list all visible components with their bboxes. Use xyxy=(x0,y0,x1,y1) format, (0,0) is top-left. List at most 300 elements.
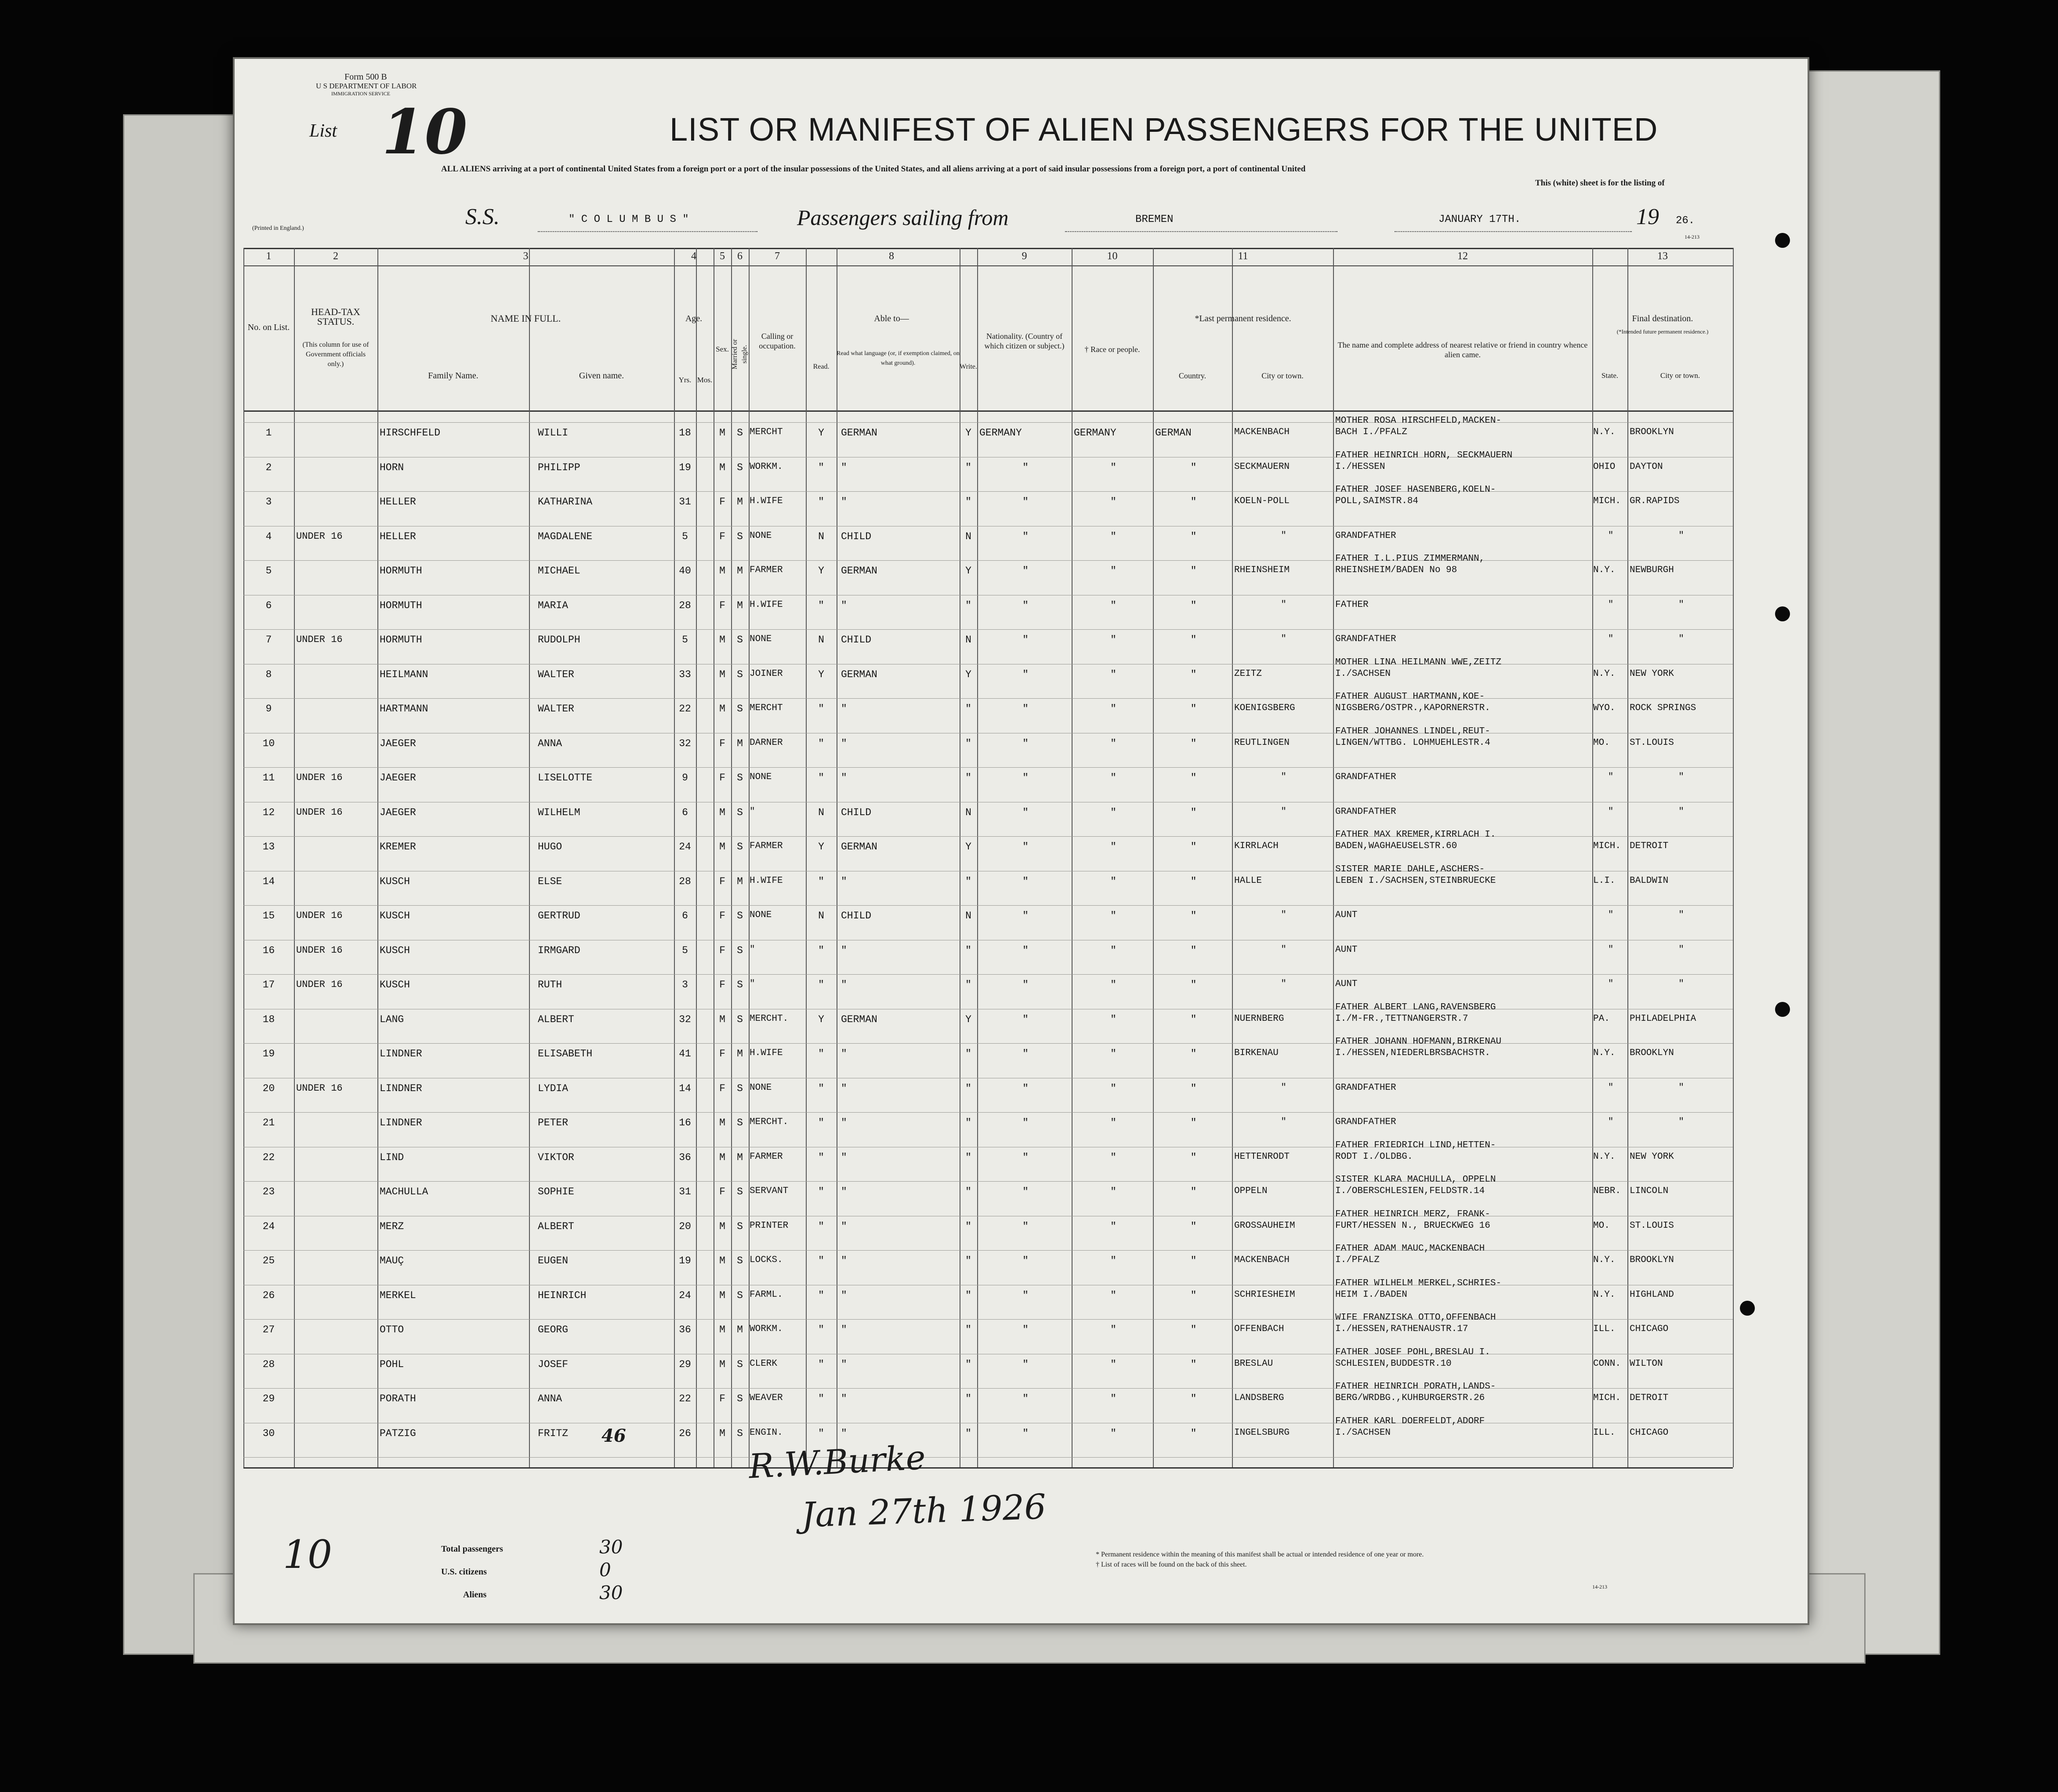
cell-no: 6 xyxy=(265,599,272,611)
cell-age: 5 xyxy=(682,944,688,956)
cell-relative-line1: FATHER ALBERT LANG,RAVENSBERG xyxy=(1335,1002,1496,1012)
cell-country: " xyxy=(1190,875,1197,887)
cell-family: JAEGER xyxy=(380,737,416,749)
cell-city: SECKMAUERN xyxy=(1234,461,1290,472)
cell-ms: S xyxy=(737,806,743,818)
header-family-name: Family Name. xyxy=(428,371,478,381)
cell-ms: M xyxy=(737,496,743,508)
cell-lang: " xyxy=(841,1048,847,1059)
cell-relative-line2: I./PFALZ xyxy=(1335,1255,1380,1265)
subtitle-line-1: ALL ALIENS arriving at a port of continental United States from a foreign port or a port of the insular possessions of the United States, and all aliens arriving at a port of said insular possessions from a foreign port, a port of continental United xyxy=(441,164,1306,174)
cell-family: KUSCH xyxy=(380,979,410,990)
cell-given: MAGDALENE xyxy=(538,530,593,542)
cell-relative-line1: FATHER AUGUST HARTMANN,KOE- xyxy=(1335,692,1485,702)
cell-city: KOENIGSBERG xyxy=(1234,703,1295,713)
cell-dest: WILTON xyxy=(1630,1358,1663,1369)
cell-relative-line2: POLL,SAIMSTR.84 xyxy=(1335,496,1419,506)
cell-read: " xyxy=(818,979,824,990)
cell-read: " xyxy=(818,703,824,715)
cell-family: LINDNER xyxy=(380,1117,422,1128)
cell-read: N xyxy=(818,910,824,921)
cell-state: MICH. xyxy=(1593,1393,1621,1403)
footer-code: 14-213 xyxy=(1592,1584,1607,1590)
cell-read: " xyxy=(818,1117,824,1128)
cell-write: " xyxy=(965,1324,971,1335)
cell-relative-line2: FATHER xyxy=(1335,599,1369,610)
footnote-races: † List of races will be found on the back of this sheet. xyxy=(1096,1561,1247,1568)
cell-family: JAEGER xyxy=(380,772,416,784)
cell-nat: " xyxy=(1022,599,1029,611)
column-divider xyxy=(1232,248,1233,1467)
cell-read: N xyxy=(818,806,824,818)
cell-ms: S xyxy=(737,1117,743,1128)
cell-no: 22 xyxy=(262,1151,275,1163)
cell-given: KATHARINA xyxy=(538,496,593,508)
cell-ms: S xyxy=(737,979,743,990)
cell-lang: " xyxy=(841,1082,847,1094)
cell-family: KUSCH xyxy=(380,875,410,887)
header-yrs: Yrs. xyxy=(678,376,692,384)
cell-ms: S xyxy=(737,634,743,646)
cell-country: " xyxy=(1190,1324,1197,1335)
cell-occ: NONE xyxy=(750,634,772,644)
column-divider xyxy=(529,248,530,1467)
cell-relative-line1: SISTER KLARA MACHULLA, OPPELN xyxy=(1335,1175,1496,1185)
form-code: 14-213 xyxy=(1685,234,1699,240)
cell-nat: " xyxy=(1022,772,1029,784)
cell-write: " xyxy=(965,1186,971,1197)
header-relative: The name and complete address of nearest relative or friend in country whence alien came. xyxy=(1337,341,1588,359)
cell-family: MACHULLA xyxy=(380,1186,428,1197)
cell-no: 14 xyxy=(262,875,275,887)
cell-nat: " xyxy=(1022,1393,1029,1404)
cell-family: HELLER xyxy=(380,530,416,542)
cell-occ: NONE xyxy=(750,772,772,782)
cell-tax: UNDER 16 xyxy=(296,806,343,818)
cell-dest: BALDWIN xyxy=(1630,875,1669,886)
cell-country: " xyxy=(1190,599,1197,611)
cell-state: " xyxy=(1608,599,1614,610)
cell-lang: " xyxy=(841,1117,847,1128)
column-divider xyxy=(696,248,697,1467)
cell-lang: GERMAN xyxy=(841,427,877,439)
cell-race: " xyxy=(1110,1358,1116,1370)
cell-race: GERMANY xyxy=(1074,427,1116,439)
cell-country: " xyxy=(1190,944,1197,956)
cell-given: PHILIPP xyxy=(538,461,580,473)
cell-city: " xyxy=(1281,530,1286,541)
cell-country: " xyxy=(1190,634,1197,646)
column-divider xyxy=(977,248,978,1467)
cell-sex: F xyxy=(719,1082,725,1094)
cell-relative-line2: BADEN,WAGHAEUSELSTR.60 xyxy=(1335,841,1457,851)
cell-family: MAUÇ xyxy=(380,1255,404,1266)
cell-lang: CHILD xyxy=(841,910,872,921)
cell-dest: " xyxy=(1678,944,1684,955)
cell-nat: " xyxy=(1022,1255,1029,1266)
cell-relative-line1: FATHER KARL DOERFELDT,ADORF xyxy=(1335,1416,1485,1426)
cell-ms: S xyxy=(737,772,743,784)
cell-relative-line1: FATHER JOSEF POHL,BRESLAU I. xyxy=(1335,1347,1490,1357)
cell-ms: S xyxy=(737,910,743,921)
cell-write: " xyxy=(965,1255,971,1266)
cell-write: Y xyxy=(965,841,971,852)
cell-family: MERKEL xyxy=(380,1289,416,1301)
cell-country: " xyxy=(1190,1427,1197,1439)
cell-city: " xyxy=(1281,806,1286,817)
cell-city: NUERNBERG xyxy=(1234,1013,1284,1024)
cell-relative-line2: AUNT xyxy=(1335,979,1358,989)
cell-read: " xyxy=(818,1186,824,1197)
aliens-label: Aliens xyxy=(463,1590,487,1600)
header-read-language: Read what language (or, if exemption claimed, on what ground). xyxy=(837,350,960,366)
cell-nat: " xyxy=(1022,875,1029,887)
cell-relative-line1: FATHER JOSEF HASENBERG,KOELN- xyxy=(1335,485,1496,495)
table-bottom-border xyxy=(243,1467,1733,1469)
cell-ms: M xyxy=(737,1048,743,1059)
cell-sex: M xyxy=(719,1013,725,1025)
cell-given: GERTRUD xyxy=(538,910,580,921)
column-number-border xyxy=(243,265,1733,266)
cell-write: " xyxy=(965,461,971,473)
cell-dest: GR.RAPIDS xyxy=(1630,496,1680,506)
cell-relative-line1: FATHER MAX KREMER,KIRRLACH I. xyxy=(1335,830,1496,840)
cell-family: LIND xyxy=(380,1151,404,1163)
cell-write: " xyxy=(965,1358,971,1370)
cell-ms: M xyxy=(737,875,743,887)
cell-age: 32 xyxy=(679,1013,691,1025)
cell-age: 28 xyxy=(679,599,691,611)
cell-given: WALTER xyxy=(538,703,574,715)
printed-in-england: (Printed in England.) xyxy=(252,225,304,232)
cell-relative-line2: I./SACHSEN xyxy=(1335,1427,1391,1438)
cell-relative-line2: LINGEN/WTTBG. LOHMUEHLESTR.4 xyxy=(1335,737,1490,748)
cell-nat: " xyxy=(1022,668,1029,680)
cell-occ: MERCHT. xyxy=(750,1117,789,1127)
cell-relative-line2: AUNT xyxy=(1335,944,1358,955)
cell-city: RHEINSHEIM xyxy=(1234,565,1290,575)
cell-occ: " xyxy=(750,806,755,817)
cell-city: KOELN-POLL xyxy=(1234,496,1290,506)
cell-country: " xyxy=(1190,1013,1197,1025)
cell-occ: SERVANT xyxy=(750,1186,789,1196)
cell-sex: M xyxy=(719,668,725,680)
cell-ms: S xyxy=(737,1289,743,1301)
cell-dest: " xyxy=(1678,910,1684,920)
cell-given: ELSE xyxy=(538,875,562,887)
cell-sex: F xyxy=(719,979,725,990)
cell-occ: JOINER xyxy=(750,668,783,679)
cell-family: LINDNER xyxy=(380,1082,422,1094)
cell-occ: MERCHT xyxy=(750,703,783,713)
cell-ms: S xyxy=(737,1255,743,1266)
cell-country: " xyxy=(1190,496,1197,508)
cell-no: 3 xyxy=(265,496,272,508)
cell-state: " xyxy=(1608,530,1614,541)
cell-read: Y xyxy=(818,668,824,680)
cell-given: ANNA xyxy=(538,737,562,749)
cell-ms: S xyxy=(737,1427,743,1439)
punch-hole xyxy=(1775,233,1790,248)
cell-relative-line2: GRANDFATHER xyxy=(1335,772,1396,782)
header-race: † Race or people. xyxy=(1084,345,1140,354)
us-citizens-label: U.S. citizens xyxy=(441,1567,487,1577)
cell-race: " xyxy=(1110,1048,1116,1059)
cell-city: " xyxy=(1281,772,1286,782)
cell-relative-line2: I./M-FR.,TETTNANGERSTR.7 xyxy=(1335,1013,1468,1024)
column-number: 5 xyxy=(720,250,725,262)
cell-dest: " xyxy=(1678,772,1684,782)
cell-occ: FARMER xyxy=(750,841,783,851)
header-write: Write. xyxy=(960,363,977,370)
cell-nat: " xyxy=(1022,1082,1029,1094)
cell-relative-line1: FATHER HEINRICH MERZ, FRANK- xyxy=(1335,1209,1490,1219)
cell-relative-line2: GRANDFATHER xyxy=(1335,1117,1396,1127)
cell-tax: UNDER 16 xyxy=(296,634,343,645)
header-city: City or town. xyxy=(1261,371,1304,380)
cell-state: N.Y. xyxy=(1593,427,1616,437)
cell-state: " xyxy=(1608,1117,1614,1127)
cell-relative-line1: FATHER JOHANN HOFMANN,BIRKENAU xyxy=(1335,1037,1502,1047)
header-name-in-full: NAME IN FULL. xyxy=(490,313,561,324)
cell-race: " xyxy=(1110,496,1116,508)
cell-read: Y xyxy=(818,841,824,852)
row-line xyxy=(243,629,1733,630)
cell-given: HUGO xyxy=(538,841,562,852)
cell-given: MICHAEL xyxy=(538,565,580,577)
cell-given: GEORG xyxy=(538,1324,569,1335)
cell-city: " xyxy=(1281,910,1286,920)
cell-race: " xyxy=(1110,1255,1116,1266)
cell-ms: S xyxy=(737,1358,743,1370)
header-nationality: Nationality. (Country of which citizen or subject.) xyxy=(984,332,1065,350)
cell-state: MO. xyxy=(1593,737,1610,748)
cell-ms: S xyxy=(737,1186,743,1197)
cell-family: KUSCH xyxy=(380,944,410,956)
cell-city: " xyxy=(1281,979,1286,989)
cell-occ: LOCKS. xyxy=(750,1255,783,1265)
cell-age: 36 xyxy=(679,1151,691,1163)
cell-nat: " xyxy=(1022,1151,1029,1163)
cell-state: N.Y. xyxy=(1593,1289,1616,1300)
cell-city: LANDSBERG xyxy=(1234,1393,1284,1403)
cell-family: HEILMANN xyxy=(380,668,428,680)
cell-dest: PHILADELPHIA xyxy=(1630,1013,1696,1024)
row-line xyxy=(243,974,1733,975)
row-line xyxy=(243,905,1733,906)
year-suffix: 26. xyxy=(1676,215,1695,227)
cell-family: POHL xyxy=(380,1358,404,1370)
cell-sex: F xyxy=(719,737,725,749)
cell-lang: " xyxy=(841,1255,847,1266)
cell-write: Y xyxy=(965,1013,971,1025)
footnote-residence: * Permanent residence within the meaning of this manifest shall be actual or intended residence of one year or more. xyxy=(1096,1551,1424,1558)
cell-write: " xyxy=(965,1393,971,1404)
cell-write: " xyxy=(965,496,971,508)
cell-dest: " xyxy=(1678,634,1684,644)
form-number: Form 500 B xyxy=(344,72,387,82)
cell-read: Y xyxy=(818,427,824,439)
cell-dest: NEW YORK xyxy=(1630,1151,1674,1162)
cell-relative-line2: I./HESSEN xyxy=(1335,461,1385,472)
cell-read: " xyxy=(818,496,824,508)
column-number: 9 xyxy=(1022,250,1027,262)
cell-sex: F xyxy=(719,496,725,508)
cell-no: 24 xyxy=(262,1220,275,1232)
cell-lang: GERMAN xyxy=(841,668,877,680)
cell-write: " xyxy=(965,979,971,990)
cell-sex: M xyxy=(719,634,725,646)
cell-sex: M xyxy=(719,841,725,852)
column-divider xyxy=(1153,248,1154,1467)
column-number: 6 xyxy=(737,250,743,262)
cell-age: 18 xyxy=(679,427,691,439)
cell-age: 33 xyxy=(679,668,691,680)
cell-country: " xyxy=(1190,668,1197,680)
cell-nat: " xyxy=(1022,1358,1029,1370)
column-number: 12 xyxy=(1457,250,1468,262)
cell-age: 28 xyxy=(679,875,691,887)
cell-race: " xyxy=(1110,806,1116,818)
cell-nat: " xyxy=(1022,806,1029,818)
cell-city: " xyxy=(1281,944,1286,955)
cell-country: " xyxy=(1190,1220,1197,1232)
cell-tax: UNDER 16 xyxy=(296,979,343,990)
cell-lang: " xyxy=(841,1186,847,1197)
cell-family: PATZIG xyxy=(380,1427,416,1439)
cell-dest: NEWBURGH xyxy=(1630,565,1674,575)
cell-race: " xyxy=(1110,1324,1116,1335)
cell-read: " xyxy=(818,1151,824,1163)
cell-sex: M xyxy=(719,703,725,715)
manifest-title: LIST OR MANIFEST OF ALIEN PASSENGERS FOR THE UNITED xyxy=(670,111,1658,148)
punch-hole xyxy=(1775,1002,1790,1017)
column-divider xyxy=(1333,248,1334,1467)
cell-ms: S xyxy=(737,841,743,852)
header-married-single: Married or single. xyxy=(731,339,748,370)
cell-country: " xyxy=(1190,841,1197,852)
cell-given: ALBERT xyxy=(538,1013,574,1025)
cell-age: 41 xyxy=(679,1048,691,1059)
row-line xyxy=(243,767,1733,768)
cell-no: 12 xyxy=(262,806,275,818)
cell-lang: " xyxy=(841,461,847,473)
cell-ms: S xyxy=(737,1082,743,1094)
cell-city: " xyxy=(1281,599,1286,610)
cell-relative-line2: HEIM I./BADEN xyxy=(1335,1289,1407,1300)
column-number: 1 xyxy=(266,250,272,262)
cell-dest: HIGHLAND xyxy=(1630,1289,1674,1300)
cell-write: " xyxy=(965,1082,971,1094)
cell-race: " xyxy=(1110,1013,1116,1025)
cell-age: 6 xyxy=(682,806,688,818)
cell-relative-line2: RODT I./OLDBG. xyxy=(1335,1151,1413,1162)
cell-relative-line1: WIFE FRANZISKA OTTO,OFFENBACH xyxy=(1335,1313,1496,1323)
cell-nat: " xyxy=(1022,1048,1029,1059)
column-number: 11 xyxy=(1238,250,1248,262)
cell-tax: UNDER 16 xyxy=(296,910,343,921)
cell-family: HORN xyxy=(380,461,404,473)
cell-family: PORATH xyxy=(380,1393,416,1404)
cell-nat: " xyxy=(1022,1220,1029,1232)
cell-age: 24 xyxy=(679,1289,691,1301)
cell-occ: NONE xyxy=(750,1082,772,1093)
cell-sex: F xyxy=(719,875,725,887)
cell-write: " xyxy=(965,875,971,887)
cell-family: KUSCH xyxy=(380,910,410,921)
row-line xyxy=(243,1457,1733,1458)
row-line xyxy=(243,1112,1733,1113)
subtitle-line-2: This (white) sheet is for the listing of xyxy=(1535,178,1665,188)
cell-relative-line1: FATHER HEINRICH HORN, SECKMAUERN xyxy=(1335,450,1513,461)
cell-country: " xyxy=(1190,772,1197,784)
cell-no: 27 xyxy=(262,1324,275,1335)
cell-write: " xyxy=(965,599,971,611)
header-last-residence: *Last permanent residence. xyxy=(1195,314,1291,323)
cell-given: WALTER xyxy=(538,668,574,680)
table-top-border xyxy=(243,248,1733,249)
cell-occ: " xyxy=(750,944,755,955)
header-able-to: Able to— xyxy=(874,314,909,323)
cell-relative-line1: SISTER MARIE DAHLE,ASCHERS- xyxy=(1335,864,1485,874)
cell-occ: H.WIFE xyxy=(750,496,783,506)
cell-relative-line2: I./HESSEN,NIEDERLBRSBACHSTR. xyxy=(1335,1048,1490,1058)
cell-write: N xyxy=(965,910,971,921)
header-given-name: Given name. xyxy=(579,371,624,381)
cell-given: RUDOLPH xyxy=(538,634,580,646)
column-number: 8 xyxy=(889,250,894,262)
cell-relative-line1: MOTHER ROSA HIRSCHFELD,MACKEN- xyxy=(1335,416,1502,426)
cell-state: " xyxy=(1608,806,1614,817)
cell-read: Y xyxy=(818,565,824,577)
cell-sex: M xyxy=(719,1255,725,1266)
cell-age: 32 xyxy=(679,737,691,749)
cell-sex: F xyxy=(719,1048,725,1059)
cell-state: N.Y. xyxy=(1593,1151,1616,1162)
cell-age: 9 xyxy=(682,772,688,784)
cell-sex: M xyxy=(719,1324,725,1335)
cell-city: BIRKENAU xyxy=(1234,1048,1279,1058)
cell-nat: " xyxy=(1022,1117,1029,1128)
cell-relative-line2: AUNT xyxy=(1335,910,1358,920)
cell-relative-line2: GRANDFATHER xyxy=(1335,530,1396,541)
cell-given: ALBERT xyxy=(538,1220,574,1232)
cell-occ: H.WIFE xyxy=(750,875,783,886)
cell-read: " xyxy=(818,1324,824,1335)
cell-lang: " xyxy=(841,1220,847,1232)
punch-hole xyxy=(1740,1301,1755,1316)
cell-age: 40 xyxy=(679,565,691,577)
header-no-on-list: No. on List. xyxy=(247,323,290,332)
cell-sex: M xyxy=(719,1427,725,1439)
cell-occ: WORKM. xyxy=(750,1324,783,1334)
cell-sex: F xyxy=(719,1186,725,1197)
header-head-tax: HEAD-TAX STATUS. xyxy=(311,306,360,327)
cell-given: IRMGARD xyxy=(538,944,580,956)
cell-nat: " xyxy=(1022,737,1029,749)
cell-occ: NONE xyxy=(750,530,772,541)
cell-dest: DAYTON xyxy=(1630,461,1663,472)
cell-relative-line1: FATHER JOHANNES LINDEL,REUT- xyxy=(1335,726,1490,736)
cell-sex: M xyxy=(719,565,725,577)
cell-age: 29 xyxy=(679,1358,691,1370)
cell-relative-line1: FATHER I.L.PIUS ZIMMERMANN, xyxy=(1335,554,1485,564)
cell-ms: M xyxy=(737,1151,743,1163)
cell-given: LYDIA xyxy=(538,1082,569,1094)
cell-no: 15 xyxy=(262,910,275,921)
cell-city: " xyxy=(1281,1117,1286,1127)
cell-age: 5 xyxy=(682,634,688,646)
